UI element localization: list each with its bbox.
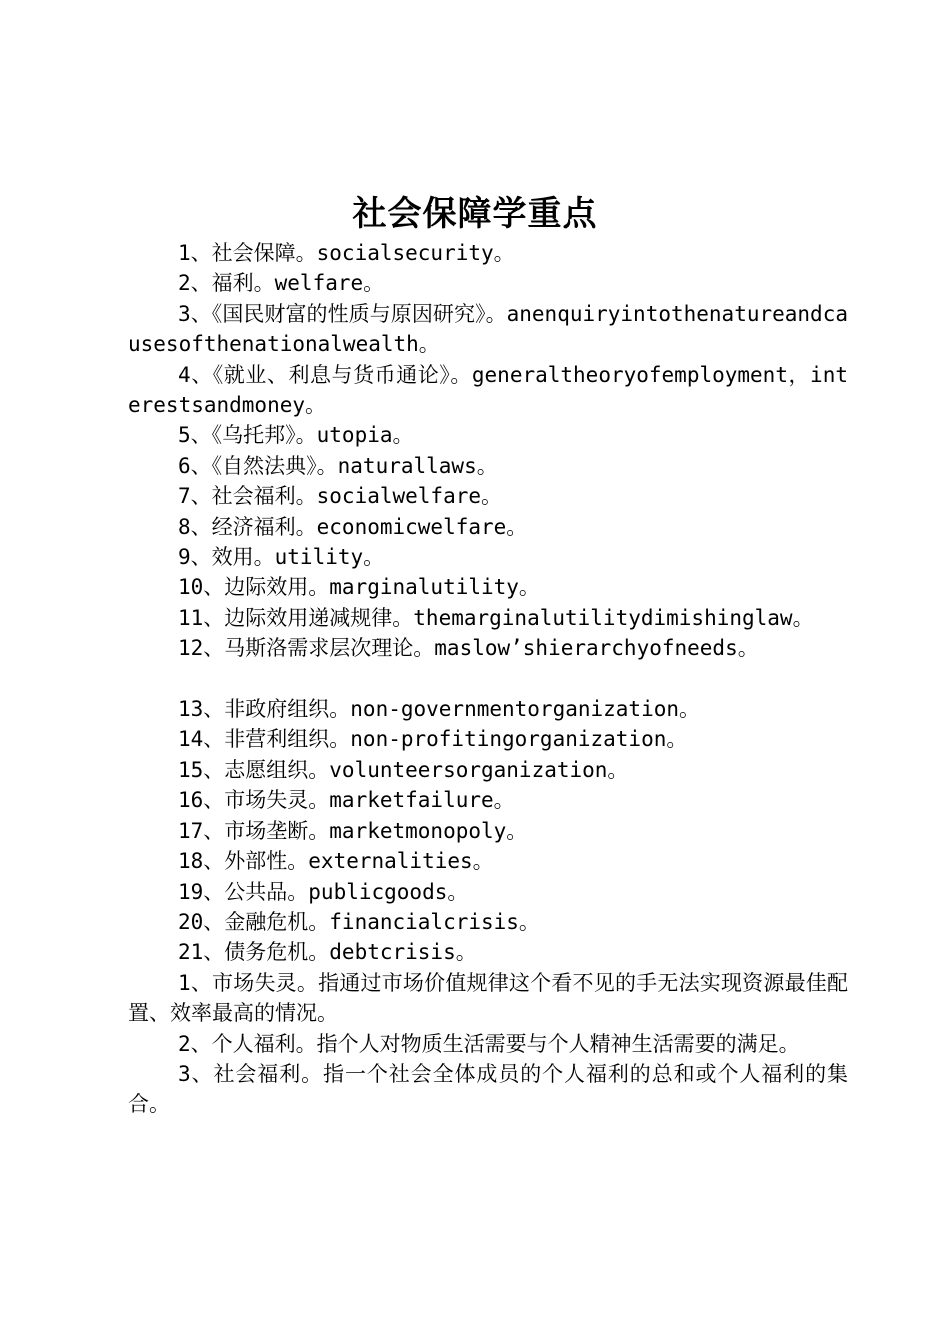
page-title: 社会保障学重点 bbox=[352, 194, 598, 234]
term-item: 8、经济福利。economicwelfare。 bbox=[178, 514, 528, 539]
term-item: 16、市场失灵。marketfailure。 bbox=[178, 788, 515, 813]
term-item: 4、《就业、利息与货币通论》。generaltheoryofemployment，interestsandmoney。 bbox=[128, 362, 848, 418]
term-item: 2、福利。welfare。 bbox=[178, 271, 385, 296]
term-item: 21、债务危机。debtcrisis。 bbox=[178, 940, 477, 965]
term-item: 10、边际效用。marginalutility。 bbox=[178, 575, 540, 600]
definition-item: 3、社会福利。指一个社会全体成员的个人福利的总和或个人福利的集合。 bbox=[128, 1061, 848, 1117]
term-item: 5、《乌托邦》。utopia。 bbox=[178, 423, 414, 448]
term-item: 11、边际效用递减规律。themarginalutilitydimishinglaw。 bbox=[178, 605, 814, 630]
blank-line bbox=[128, 664, 848, 694]
term-item: 14、非营利组织。non-profitingorganization。 bbox=[178, 727, 688, 752]
term-item: 19、公共品。publicgoods。 bbox=[178, 879, 469, 904]
document-body bbox=[128, 238, 848, 1120]
term-item: 12、马斯洛需求层次理论。maslow’shierarchyofneeds。 bbox=[178, 636, 759, 661]
term-item: 9、效用。utility。 bbox=[178, 545, 385, 570]
term-item: 17、市场垄断。marketmonopoly。 bbox=[178, 818, 528, 843]
term-item: 3、《国民财富的性质与原因研究》。anenquiryintothenatureandcausesofthenationalwealth。 bbox=[128, 301, 848, 357]
term-item: 1、社会保障。socialsecurity。 bbox=[178, 241, 515, 265]
term-item: 18、外部性。externalities。 bbox=[178, 849, 494, 874]
term-item: 13、非政府组织。non-governmentorganization。 bbox=[178, 697, 701, 722]
term-item: 15、志愿组织。volunteersorganization。 bbox=[178, 757, 629, 782]
term-item: 20、金融危机。financialcrisis。 bbox=[178, 909, 540, 934]
term-item: 6、《自然法典》。naturallaws。 bbox=[178, 453, 498, 478]
definition-item: 1、市场失灵。指通过市场价值规律这个看不见的手无法实现资源最佳配置、效率最高的情况。 bbox=[128, 970, 848, 1026]
definition-item: 2、个人福利。指个人对物质生活需要与个人精神生活需要的满足。 bbox=[178, 1031, 800, 1056]
term-item: 7、社会福利。socialwelfare。 bbox=[178, 484, 503, 509]
